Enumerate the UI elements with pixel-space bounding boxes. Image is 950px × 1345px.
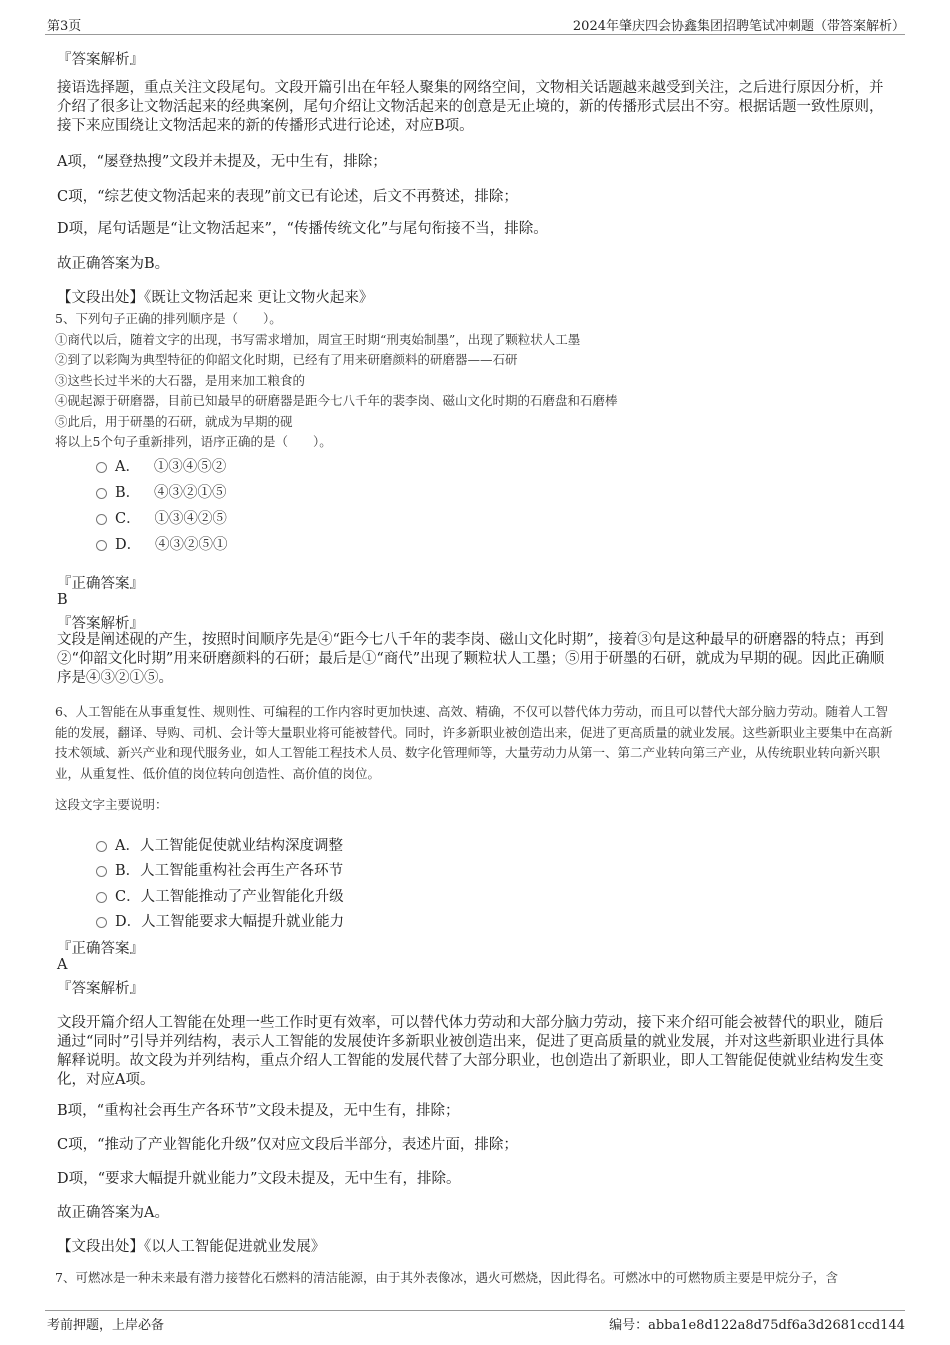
radio-icon[interactable] <box>96 540 107 551</box>
q5-sentence-5: ⑤此后，用于研墨的石研，就成为早期的砚 <box>55 413 293 429</box>
page-number: 第3页 <box>47 19 82 34</box>
q5-block <box>55 309 895 453</box>
q5-option-b[interactable]: B． ④③②①⑤ <box>96 481 226 502</box>
q5-sentence-2: ②到了以彩陶为典型特征的仰韶文化时期，已经有了用来研磨颜料的研磨器——石研 <box>55 352 518 367</box>
q6-source: 【文段出处】《以人工智能促进就业发展》 <box>57 1239 326 1255</box>
radio-icon[interactable] <box>96 462 107 473</box>
q5-sentence-1: ①商代以后，随着文字的出现，书写需求增加，周宣王时期“刑夷始制墨”，出现了颗粒状人工墨 <box>55 331 581 347</box>
document-id: 编号：abba1e8d122a8d75df6a3d2681ccd144 <box>609 1318 905 1333</box>
q4-analysis-text: 接语选择题，重点关注文段尾句。文段开篇引出在年轻人聚集的网络空间，文物相关话题越来越受到关注，之后进行原因分析，并介绍了很多让文物活起来的经典案例，尾句介绍让文物活起来的创意是无止境的，新的传播形式层出不穷。根据话题一致性原则，接下来应围绕让文物活起来的新的传播形式进行论述，对应B项。 <box>57 80 884 134</box>
q5-analysis-label: 『答案解析』 <box>57 616 144 632</box>
q6-analysis-label: 『答案解析』 <box>57 981 144 997</box>
q4-option-c-analysis: C项，“综艺使文物活起来的表现”前文已有论述，后文不再赘述，排除； <box>57 189 518 205</box>
q6-correct-label: 『正确答案』 <box>57 941 144 957</box>
q5-sentence-4: ④砚起源于研磨器，目前已知最早的研磨器是距今七八千年的裴李岗、磁山文化时期的石磨盘和石磨棒 <box>55 393 618 408</box>
q6-conclusion: 故正确答案为A。 <box>57 1205 169 1221</box>
page-footer <box>45 1310 905 1335</box>
document-title: 2024年肇庆四会协鑫集团招聘笔试冲刺题（带答案解析） <box>572 19 905 34</box>
q5-stem: 5、下列句子正确的排列顺序是（ ）。 <box>55 311 282 326</box>
q6-option-c-analysis: C项，“推动了产业智能化升级”仅对应文段后半部分，表述片面，排除； <box>57 1137 518 1153</box>
q6-option-b[interactable]: B．人工智能重构社会再生产各环节 <box>96 859 343 880</box>
radio-icon[interactable] <box>96 488 107 499</box>
q4-option-d-analysis: D项，尾句话题是“让文物活起来”，“传播传统文化”与尾句衔接不当，排除。 <box>57 221 548 237</box>
q5-option-a[interactable]: A． ①③④⑤② <box>96 455 226 476</box>
q6-option-b-analysis: B项，“重构社会再生产各环节”文段未提及，无中生有，排除； <box>57 1103 460 1119</box>
q6-analysis-text: 文段开篇介绍人工智能在处理一些工作时更有效率，可以替代体力劳动和大部分脑力劳动，接下来介绍可能会被替代的职业，随后通过“同时”引导并列结构，表示人工智能的发展使许多新职业被创造出来，促进了更高质量的就业发展，并对这些新职业进行具体解释说明。故文段为并列结构，重点介绍人工智能的发展代替了大部分职业，也创造出了新职业，即人工智能促使就业结构发生变化，对应A项。 <box>57 1015 884 1088</box>
q4-conclusion: 故正确答案为B。 <box>57 256 170 272</box>
radio-icon[interactable] <box>96 841 107 852</box>
q6-correct-answer: A <box>57 957 68 973</box>
page-header <box>45 14 905 35</box>
q4-option-a-analysis: A项，“屡登热搜”文段并未提及，无中生有，排除； <box>57 154 387 170</box>
q4-source: 【文段出处】《既让文物活起来 更让文物火起来》 <box>57 290 374 306</box>
q6-option-d[interactable]: D．人工智能要求大幅提升就业能力 <box>96 910 344 931</box>
q5-sentence-3: ③这些长过半米的大石器，是用来加工粮食的 <box>55 372 306 388</box>
q5-correct-answer: B <box>57 592 68 608</box>
q6-stem: 6、人工智能在从事重复性、规则性、可编程的工作内容时更加快速、高效、精确，不仅可以替代体力劳动，而且可以替代大部分脑力劳动。随着人工智能的发展，翻译、导购、司机、会计等大量职业将可能被替代。同时，许多新职业被创造出来，促进了更高质量的就业发展。这些新职业主要集中在高新技术领域、新兴产业和现代服务业，如人工智能工程技术人员、数字化管理师等，大量劳动力从第一、第二产业转向第三产业，从传统职业转向新兴职业，从重复性、低价值的岗位转向创造性、高价值的岗位。 <box>55 704 893 781</box>
q6-prompt: 这段文字主要说明： <box>55 797 168 812</box>
q5-analysis-text: 文段是阐述砚的产生，按照时间顺序先是④“距今七八千年的裴李岗、磁山文化时期”，接着③句是这种最早的研磨器的特点；再到②“仰韶文化时期”用来研磨颜料的石研；最后是①“商代”出现了颗粒状人工墨；⑤用于研墨的石研，就成为早期的砚。因此正确顺序是④③②①⑤。 <box>57 632 885 686</box>
q5-prompt: 将以上5个句子重新排列，语序正确的是（ ）。 <box>55 434 332 449</box>
q5-correct-label: 『正确答案』 <box>57 576 144 592</box>
radio-icon[interactable] <box>96 514 107 525</box>
footer-slogan: 考前押题，上岸必备 <box>47 1318 165 1333</box>
q6-option-a[interactable]: A．人工智能促使就业结构深度调整 <box>96 834 343 855</box>
q5-option-c[interactable]: C． ①③④②⑤ <box>96 507 227 528</box>
radio-icon[interactable] <box>96 892 107 903</box>
q6-option-d-analysis: D项，“要求大幅提升就业能力”文段未提及，无中生有，排除。 <box>57 1171 461 1187</box>
q7-stem: 7、可燃冰是一种未来最有潜力接替化石燃料的清洁能源，由于其外表像冰，遇火可燃烧，因此得名。可燃冰中的可燃物质主要是甲烷分子，含 <box>55 1270 838 1285</box>
radio-icon[interactable] <box>96 917 107 928</box>
q5-option-d[interactable]: D． ④③②⑤① <box>96 533 227 554</box>
q6-option-c[interactable]: C．人工智能推动了产业智能化升级 <box>96 885 344 906</box>
radio-icon[interactable] <box>96 866 107 877</box>
q4-analysis-label: 『答案解析』 <box>57 52 144 68</box>
